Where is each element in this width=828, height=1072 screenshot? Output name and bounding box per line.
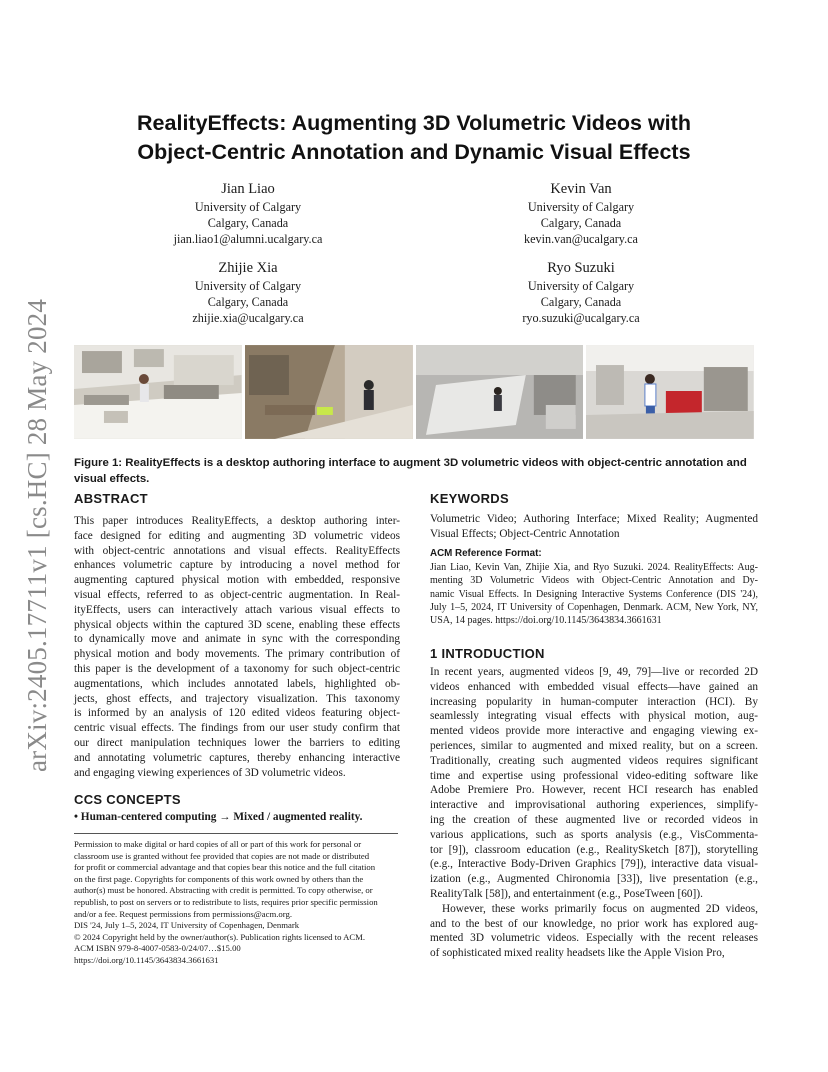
introduction-line: tor [9]), classroom education (e.g., RealitySketch [87]), storytelling [430,843,758,856]
author-block-2 [461,180,701,247]
author-name: Jian Liao [221,181,275,197]
permission-line: © 2024 Copyright held by the owner/author(s). Publication rights licensed to ACM. [74,931,366,942]
keywords-heading: KEYWORDS [430,491,509,506]
introduction-line: various applications, such as sports analysis (e.g., VisCommenta- [430,828,758,841]
acm-ref-line: USA, 14 pages. https://doi.org/10.1145/3643834.3661631 [430,615,662,627]
introduction-line: RealityTalk [58]), and entertainment (e.g., PoseTween [60]). [430,887,703,900]
author-affiliation: University of Calgary [527,279,635,293]
author-affiliation: University of Calgary [194,200,302,214]
arxiv-stamp: arXiv:2405.17711v1 [cs.HC] 28 May 2024 [22,298,52,772]
acm-ref-line: namic Visual Effects. In Designing Interactive Systems Conference (DIS '24), [430,588,758,600]
author-affiliation: University of Calgary [194,279,302,293]
abstract-heading: ABSTRACT [74,491,148,506]
permission-line: Permission to make digital or hard copies of all or part of this work for personal or [74,839,362,849]
introduction-line: periences, similar to augmented and mixed reality, but on a screen. [430,739,758,752]
author-email[interactable]: zhijie.xia@ucalgary.ca [192,311,304,325]
abstract-line: physical objects within the captured 3D scene, enabling these effects [74,618,400,631]
author-location: Calgary, Canada [540,216,622,230]
introduction-heading: 1 INTRODUCTION [430,646,545,661]
permission-line: for profit or commercial advantage and that copies bear this notice and the full citation [74,862,376,873]
acm-ref-heading: ACM Reference Format: [430,548,542,559]
introduction-line: ization (e.g., Augmented Chironomia [33]), live presentation (e.g., [430,873,758,886]
introduction-line: interactive and improvisational authoring experiences, simplify- [430,799,758,812]
introduction-line: time and expertise using professional video-editing software like [430,769,758,782]
abstract-line: face designed for editing and augmenting 3D volumetric videos [74,529,400,542]
permission-notice [74,839,404,967]
author-block-3 [128,259,368,326]
introduction-line: mented videos provide more interactive and engaging viewing ex- [430,725,758,738]
abstract-line: with object-centric annotations and visual effects. RealityEffects [74,544,400,557]
abstract-line: enhances volumetric capture by introducing a novel method for [74,559,400,572]
introduction-body [430,665,758,961]
abstract-line: jects, ghost effects, and trajectory visualization. This taxonomy [74,692,400,705]
abstract-line: augmenting captured physical motion with embedded, responsive [74,574,400,587]
abstract-line: augmentations, which includes annotated labels, highlighted ob- [74,677,400,690]
introduction-line: ing the creation of these augmented live or recorded videos in [430,813,758,826]
introduction-line: and to the best of our knowledge, no prior work has explored aug- [430,917,758,930]
figure-panel-robotics-scene [586,345,754,439]
permission-line: DIS '24, July 1–5, 2024, IT University of Copenhagen, Denmark [74,920,300,931]
abstract-line: our direct manipulation techniques lower the barriers to editing [74,736,400,749]
footnote-rule [74,833,398,834]
abstract-line: and annotating volumetric captures, thereby enhancing interactive [74,751,400,764]
permission-line: https://doi.org/10.1145/3643834.3661631 [74,954,219,965]
ccs-concept [74,811,362,823]
author-email[interactable]: ryo.suzuki@ucalgary.ca [522,311,640,325]
abstract-line: and engaging viewing experiences of 3D volumetric videos. [74,766,346,779]
paper-title [74,109,754,167]
introduction-line: In recent years, augmented videos [9, 49, 79]—live or recorded 2D [430,666,758,678]
introduction-line: (e.g., Interactive Body-Driven Graphics [79]), interactive data visual- [430,858,758,871]
abstract-line: to dynamically move and animate in sync with the corresponding [74,633,400,646]
caption-line: visual effects. [74,473,150,485]
permission-line: and/or a fee. Request permissions from permissions@acm.org. [74,908,292,919]
author-block-4 [461,259,701,326]
introduction-line: of sophisticated mixed reality headsets like the Apple Vision Pro, [430,947,725,960]
figure-panel-lab-scene [74,345,242,439]
author-name: Zhijie Xia [218,260,278,276]
acm-ref-line: July 1–5, 2024, IT University of Copenhagen, Denmark. ACM, New York, NY, [430,601,758,613]
author-location: Calgary, Canada [207,216,289,230]
title-line-2: Object-Centric Annotation and Dynamic Visual Effects [137,140,691,164]
abstract-line: visual effects, referred to as object-centric augmentation. In Real- [74,588,400,601]
figure-panel-workshop-scene [245,345,413,439]
abstract-line: ityEffects, users can interactively attach various visual effects to [74,603,400,616]
author-email[interactable]: kevin.van@ucalgary.ca [524,232,638,246]
caption-line: Figure 1: RealityEffects is a desktop authoring interface to augment 3D volumetric videos with object-centric annotation and [74,457,747,469]
introduction-line: mented 3D volumetric videos. Especially with the recent releases [430,932,758,945]
author-name: Kevin Van [550,181,612,197]
keywords-line: Visual Effects; Object-Centric Annotation [430,527,620,540]
keywords-line: Volumetric Video; Authoring Interface; Mixed Reality; Augmented [430,513,758,525]
introduction-line: seamlessly integrating visual effects with physical motion, aug- [430,710,758,723]
author-block-1 [128,180,368,247]
author-email[interactable]: jian.liao1@alumni.ucalgary.ca [173,232,323,246]
permission-line: ACM ISBN 979-8-4007-0583-0/24/07…$15.00 [74,943,241,954]
abstract-line: centric visual effects. The findings from our user study confirm that [74,722,400,735]
abstract-line: physical motion and body movements. The primary contribution of [74,648,400,661]
figure-caption [74,455,758,487]
abstract-line: this paper is the development of a taxonomy for such object-centric [74,662,400,675]
ccs-concept-text: • Human-centered computing → Mixed / augmented reality. [74,811,363,823]
acm-ref-body [430,561,758,627]
introduction-line: increasing popularity in human-computer interaction (HCI). By [430,695,758,708]
abstract-line: This paper introduces RealityEffects, a desktop authoring inter- [74,515,400,527]
author-location: Calgary, Canada [207,295,289,309]
introduction-line: Adobe Premiere Pro. However, recent HCI research has enabled [430,784,758,797]
figure-panel-office-scene [416,345,584,439]
teaser-figure [74,345,754,439]
author-name: Ryo Suzuki [547,260,615,276]
permission-line: author(s) must be honored. Abstracting with credit is permitted. To copy otherwise, or [74,885,373,896]
author-affiliation: University of Calgary [527,200,635,214]
abstract-body [74,514,400,780]
permission-line: republish, to post on servers or to redistribute to lists, requires prior specific permission [74,896,378,907]
introduction-line: However, these works primarily focus on augmented 2D videos, [442,902,758,915]
keywords-body [430,512,758,542]
ccs-heading: CCS CONCEPTS [74,792,181,807]
permission-line: classroom use is granted without fee provided that copies are not made or distributed [74,850,370,861]
permission-line: on the first page. Copyrights for components of this work owned by others than the [74,873,364,884]
introduction-line: videos enhanced with embedded visual effects—have gained an [430,680,758,693]
title-line-1: RealityEffects: Augmenting 3D Volumetric Videos with [137,111,691,135]
author-location: Calgary, Canada [540,295,622,309]
abstract-line: is informed by an analysis of 120 edited videos featuring object- [74,707,400,720]
introduction-line: Traditionally, creating such augmented videos requires significant [430,754,758,767]
acm-ref-line: menting 3D Volumetric Videos with Object-Centric Annotation and Dy- [430,575,758,587]
acm-ref-line: Jian Liao, Kevin Van, Zhijie Xia, and Ryo Suzuki. 2024. RealityEffects: Aug- [430,562,758,573]
